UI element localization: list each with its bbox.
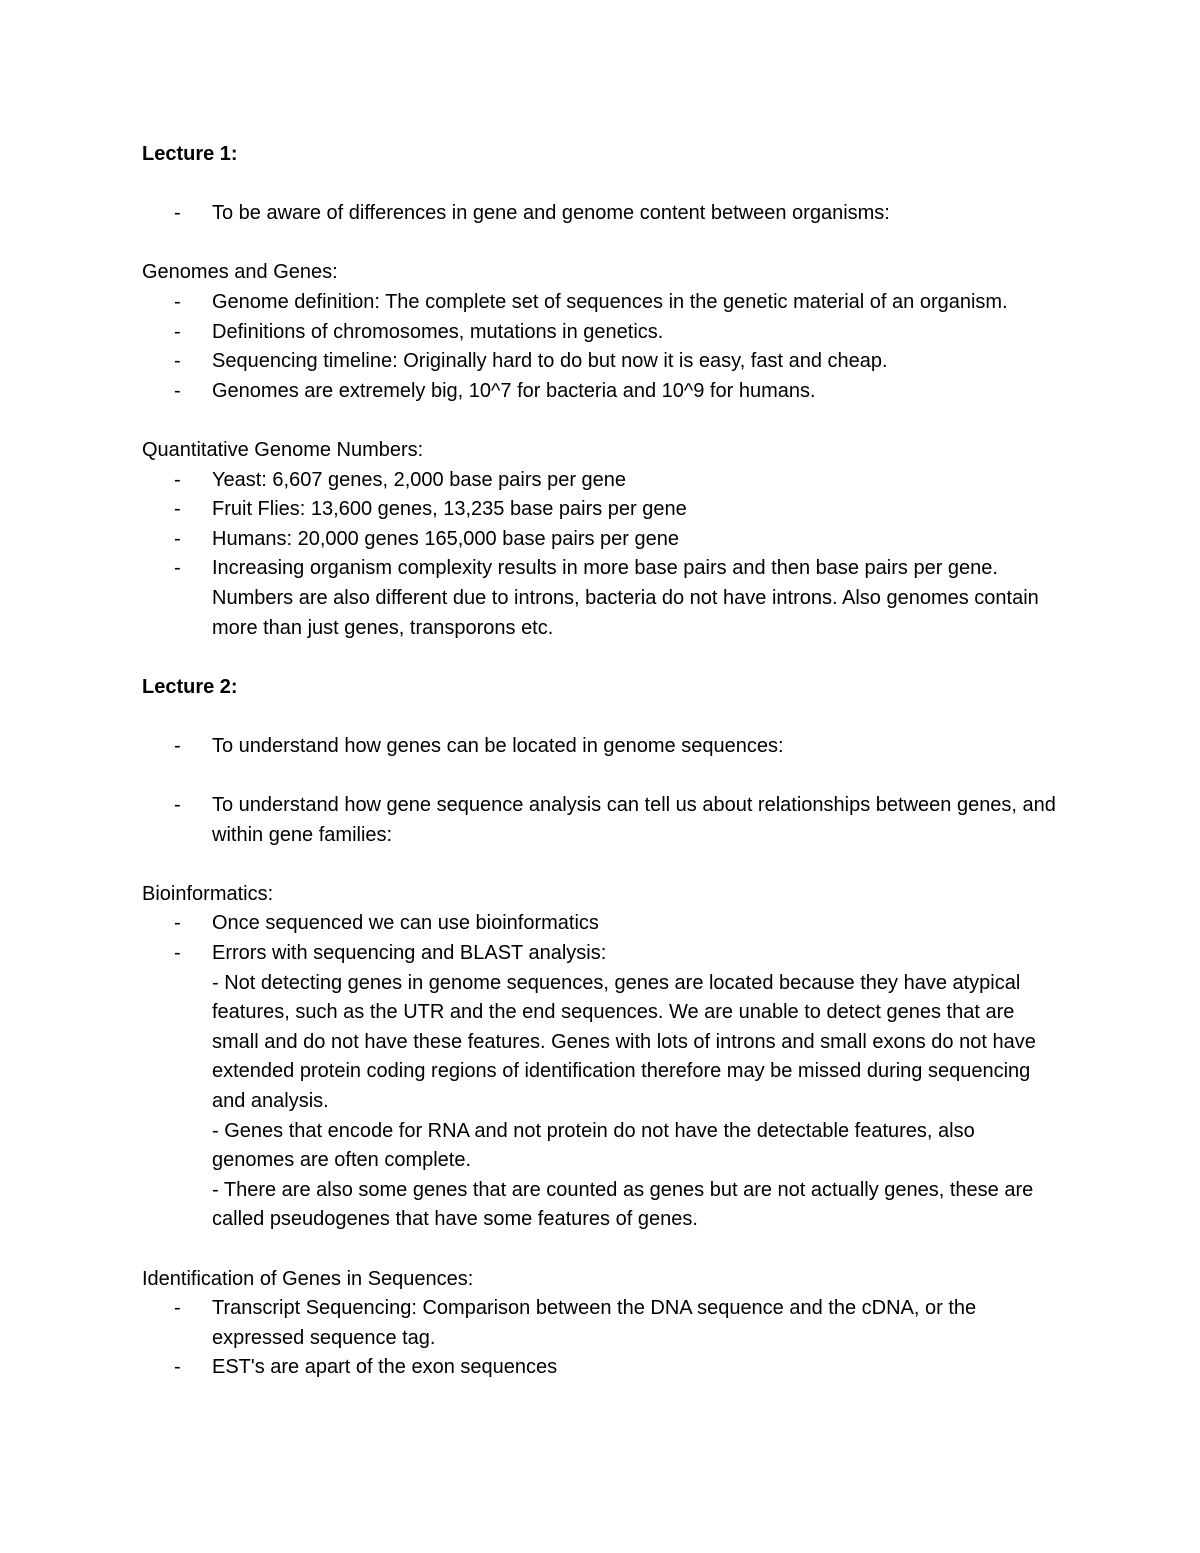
list-item-text: To understand how genes can be located in genome sequences:: [212, 734, 784, 757]
numbers-list: [142, 466, 1062, 644]
lecture-1-objective: To be aware of differences in gene and genome content between organisms:: [212, 202, 890, 225]
list-item: [142, 288, 1062, 318]
list-item-text: Definitions of chromosomes, mutations in genetics.: [212, 320, 664, 343]
list-item: [142, 199, 1062, 229]
list-item-text: Humans: 20,000 genes 165,000 base pairs per gene: [212, 527, 680, 550]
lecture-2-heading: Lecture 2:: [142, 675, 238, 698]
bullet-dash: -: [174, 1297, 181, 1320]
list-item-text: EST's are apart of the exon sequences: [212, 1356, 558, 1379]
list-item-text: Genomes are extremely big, 10^7 for bacteria and 10^9 for humans.: [212, 379, 816, 402]
lecture-1-objectives: [142, 199, 1062, 229]
bullet-dash: -: [174, 498, 181, 521]
document-body: [142, 140, 1062, 1383]
sub-point-text: - Not detecting genes in genome sequences, genes are located because they have atypical features, such as the UTR and the end sequences. We are unable to detect genes that are small and do not have these features. Genes with lots of introns and small exons do not have extended protein coding regions of identification therefore may be missed during sequencing and analysis.: [212, 971, 1036, 1112]
list-item: [142, 347, 1062, 377]
lecture-2-objective-1: [142, 732, 1062, 762]
list-item: [142, 377, 1062, 407]
bioinformatics-section-title: Bioinformatics:: [142, 882, 274, 905]
list-item-text: Increasing organism complexity results in more base pairs and then base pairs per gene. Numbers are also different due to introns, bacteria do not have introns. Also genomes contain more than just genes, transporons etc.: [212, 557, 1039, 639]
bullet-dash: -: [174, 942, 181, 965]
list-item-text: Genome definition: The complete set of sequences in the genetic material of an organism.: [212, 290, 1008, 313]
list-item: [142, 939, 1062, 1235]
list-item: [142, 732, 1062, 762]
bullet-dash: -: [174, 734, 181, 757]
list-item-text: Fruit Flies: 13,600 genes, 13,235 base pairs per gene: [212, 498, 687, 521]
genomes-section-title: Genomes and Genes:: [142, 261, 338, 284]
identification-section-title: Identification of Genes in Sequences:: [142, 1267, 474, 1290]
bioinformatics-list: [142, 909, 1062, 1235]
list-item-text: To understand how gene sequence analysis can tell us about relationships between genes, and within gene families:: [212, 794, 1056, 846]
bullet-dash: -: [174, 1356, 181, 1379]
genomes-list: [142, 288, 1062, 406]
bullet-dash: -: [174, 290, 181, 313]
bullet-dash: -: [174, 794, 181, 817]
bullet-dash: -: [174, 557, 181, 580]
list-item-text: Transcript Sequencing: Comparison between the DNA sequence and the cDNA, or the expressed sequence tag.: [212, 1297, 977, 1349]
list-item-text: Errors with sequencing and BLAST analysis:: [212, 942, 607, 965]
bullet-dash: -: [174, 202, 181, 225]
sub-point-text: - Genes that encode for RNA and not protein do not have the detectable features, also genomes are often complete.: [212, 1119, 975, 1172]
list-item-text: Once sequenced we can use bioinformatics: [212, 912, 599, 935]
list-item: [142, 495, 1062, 525]
list-item: [142, 1353, 1062, 1383]
list-item: [142, 791, 1062, 850]
identification-list: [142, 1294, 1062, 1383]
list-item: [142, 525, 1062, 555]
sub-point-text: - There are also some genes that are counted as genes but are not actually genes, these are called pseudogenes that have some features of genes.: [212, 1178, 1034, 1231]
list-item: [142, 318, 1062, 348]
list-item-text: Yeast: 6,607 genes, 2,000 base pairs per gene: [212, 468, 627, 491]
bullet-dash: -: [174, 527, 181, 550]
bullet-dash: -: [174, 350, 181, 373]
list-item: [142, 466, 1062, 496]
list-item: [142, 1294, 1062, 1353]
lecture-1-heading: Lecture 1:: [142, 143, 238, 165]
lecture-2-objective-2: [142, 791, 1062, 850]
bullet-dash: -: [174, 379, 181, 402]
bullet-dash: -: [174, 320, 181, 343]
list-item: [142, 909, 1062, 939]
bullet-dash: -: [174, 468, 181, 491]
numbers-section-title: Quantitative Genome Numbers:: [142, 438, 424, 461]
list-item-text: Sequencing timeline: Originally hard to do but now it is easy, fast and cheap.: [212, 350, 888, 373]
list-item: [142, 554, 1062, 643]
bullet-dash: -: [174, 912, 181, 935]
